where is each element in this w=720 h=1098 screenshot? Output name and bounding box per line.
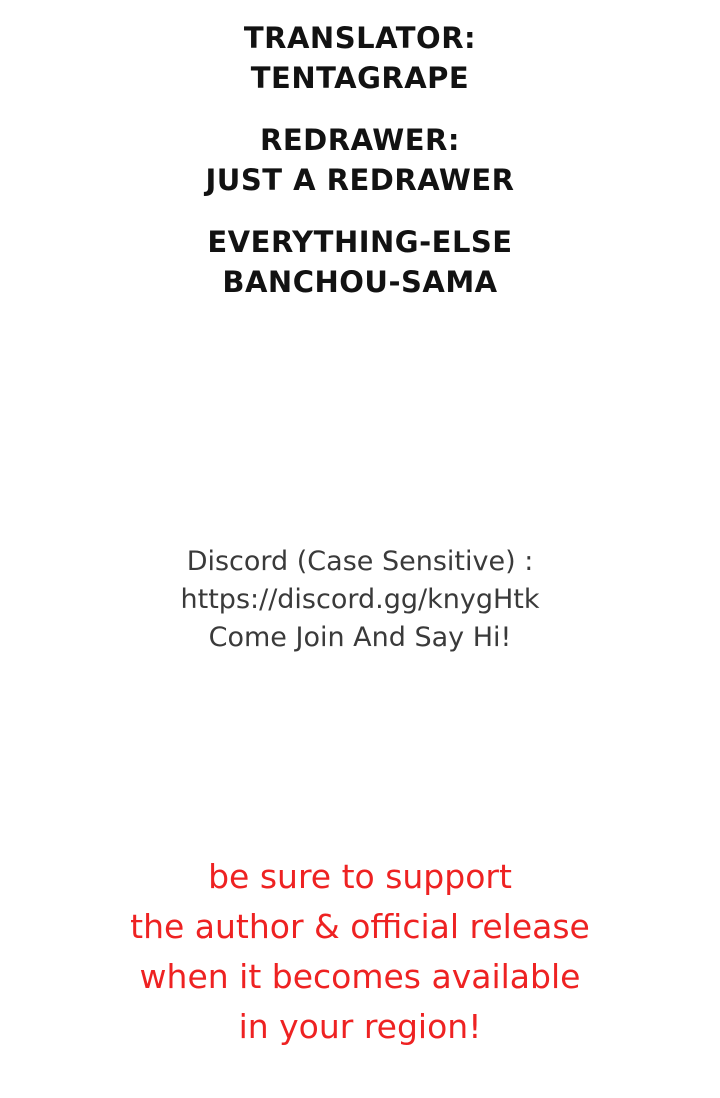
discord-label: Discord (Case Sensitive) : <box>186 546 534 577</box>
credits-name-everything-else: BANCHOU-SAMA <box>222 265 498 299</box>
support-notice-line-1: be sure to support <box>208 857 512 896</box>
credits-group-translator <box>0 18 720 98</box>
discord-block <box>0 543 720 657</box>
credits-group-everything-else <box>0 222 720 302</box>
credits-role-redrawer: REDRAWER: <box>260 123 460 157</box>
credits-name-redrawer: JUST A REDRAWER <box>205 163 515 197</box>
support-notice-line-3: when it becomes available <box>139 957 581 996</box>
support-notice-line-2: the author & official release <box>130 907 590 946</box>
support-notice-block <box>0 852 720 1052</box>
support-notice-line-4: in your region! <box>238 1007 482 1046</box>
credits-block <box>0 18 720 324</box>
discord-call-to-action: Come Join And Say Hi! <box>208 622 512 653</box>
credits-group-redrawer <box>0 120 720 200</box>
credits-name-translator: TENTAGRAPE <box>250 61 470 95</box>
credits-role-translator: TRANSLATOR: <box>243 21 477 55</box>
discord-invite-link[interactable]: https://discord.gg/knygHtk <box>180 584 540 615</box>
credits-role-everything-else: EVERYTHING-ELSE <box>207 225 513 259</box>
